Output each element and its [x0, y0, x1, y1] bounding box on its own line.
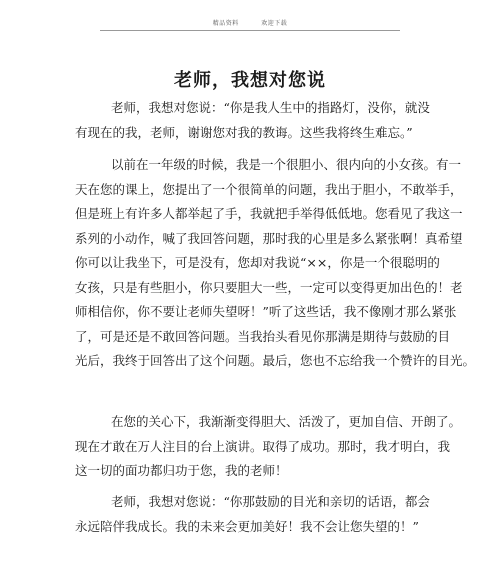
paragraph-line: 老师，我想对您说：“你那鼓励的目光和亲切的话语，都会: [111, 494, 430, 509]
paragraph-line: 女孩，只是有些胆小，你只要胆大一些，一定可以变得更加出色的！老: [75, 279, 463, 295]
paragraph-line: 但是班上有许多人都举起了手，我就把手举得低低地。您看见了我这一: [75, 206, 463, 221]
paragraph-line: 以前在一年级的时候，我是一个很胆小、很内向的小女孩。有一: [111, 157, 462, 172]
page-header: [0, 18, 500, 27]
paragraph-line: 师相信你，你不要让老师失望呀！”听了这些话，我不像刚才那么紧张: [75, 304, 457, 319]
paragraph-4: [75, 490, 435, 539]
paragraph-line: 现在才敢在万人注目的台上演讲。取得了成功。那时，我才明白，我: [75, 438, 451, 454]
document-title: 老师，我想对您说: [174, 70, 326, 91]
paragraph-line: 这一切的面功都归功于您，我的老师！: [75, 463, 288, 478]
paragraph-line: 在您的关心下，我渐渐变得胆大、活泼了，更加自信、开朗了。: [111, 414, 462, 429]
paragraph-line: 永远陪伴我成长。我的未来会更加美好！我不会让您失望的！”: [75, 518, 419, 534]
paragraph-line: 有现在的我，老师，谢谢您对我的教诲。这些我将终生难忘。”: [75, 124, 413, 140]
paragraph-line: 天在您的课上，您提出了一个很简单的问题，我出于胆小，不敢举手，: [75, 181, 463, 197]
header-left-text: 精品资料: [212, 20, 239, 27]
paragraph-1: [75, 96, 435, 145]
paragraph-3: [75, 410, 462, 484]
paragraph-line: 你可以让我坐下，可是没有，您却对我说“××，你是一个很聪明的: [75, 255, 440, 270]
paragraph-line: 光后，我终于回答出了这个问题。最后，您也不忘给我一个赞许的目光。: [75, 353, 476, 368]
paragraph-line: 老师，我想对您说：“你是我人生中的指路灯，没你，就没: [111, 100, 430, 115]
header-divider: [100, 30, 400, 31]
paragraph-line: 了，可是还是不敢回答问题。当我抬头看见你那满是期待与鼓励的目: [75, 328, 451, 344]
header-right-text: 欢迎下载: [261, 20, 288, 27]
paragraph-line: 系列的小动作，喊了我回答问题，那时我的心里是多么紧张啊！真希望: [75, 230, 463, 246]
paragraph-2: [75, 153, 476, 374]
